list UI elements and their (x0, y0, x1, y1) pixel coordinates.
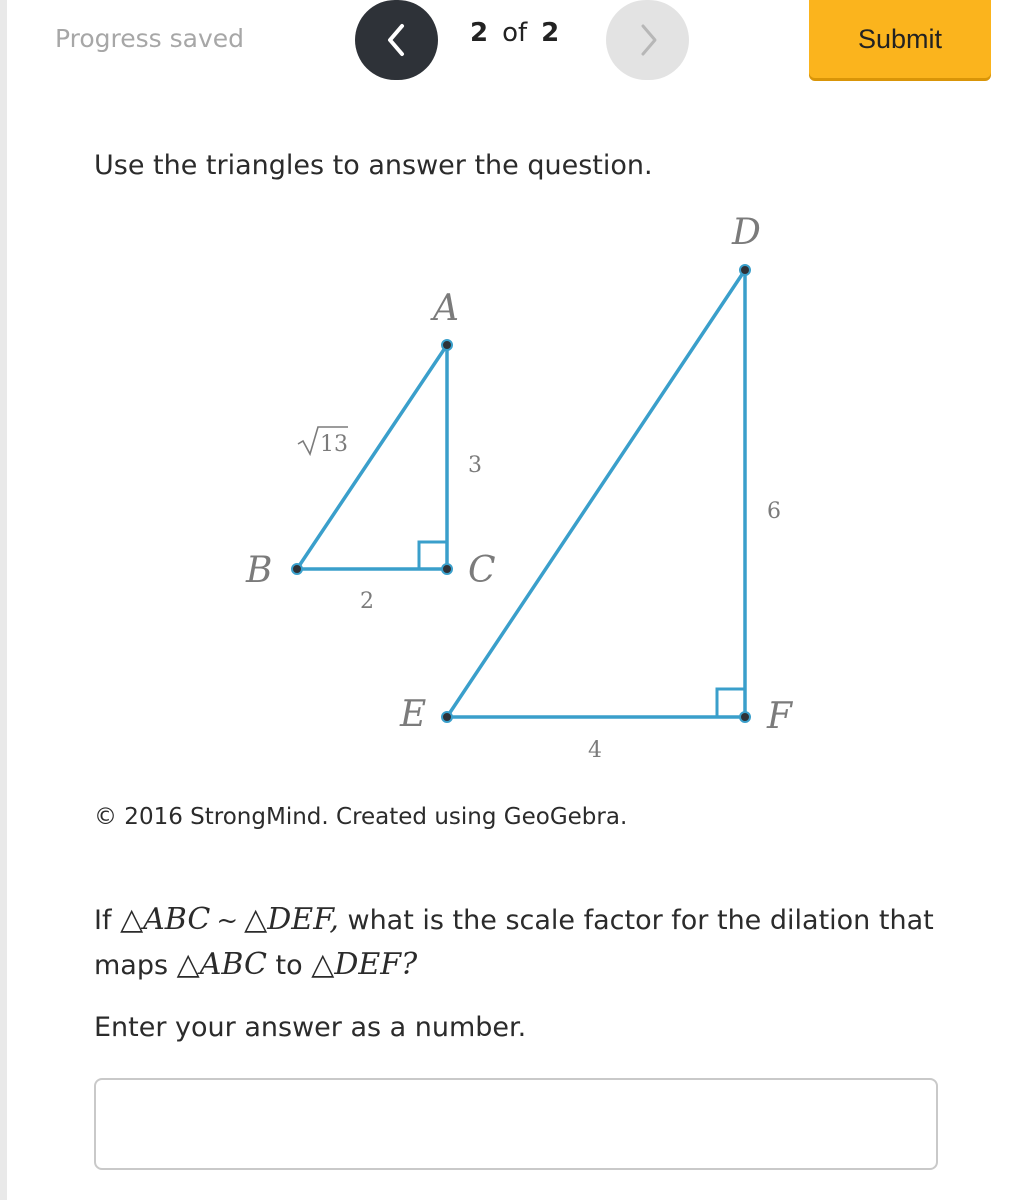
triangle-abc (245, 288, 496, 614)
label-f: F (767, 696, 792, 737)
triangles-figure (0, 200, 1024, 780)
point-d (740, 265, 750, 275)
question-to: to (266, 950, 312, 981)
math-tri-def-2: DEF (334, 947, 402, 982)
next-button[interactable] (606, 0, 689, 80)
answer-input[interactable] (94, 1078, 938, 1170)
triangle-symbol: △ (176, 947, 200, 982)
figure-credit: © 2016 StrongMind. Created using GeoGebra. (94, 804, 628, 830)
length-df: 6 (767, 499, 781, 524)
pager-current: 2 (470, 18, 489, 48)
point-c (442, 564, 452, 574)
math-tri-abc: ABC (143, 902, 211, 937)
length-ab-radicand: 13 (320, 432, 348, 457)
math-tri-abc-2: ABC (199, 947, 267, 982)
point-a (442, 340, 452, 350)
math-source-triangle (177, 947, 267, 982)
label-d: D (732, 212, 761, 253)
previous-button[interactable] (355, 0, 438, 80)
similar-symbol: ~ (216, 906, 239, 936)
label-a: A (433, 288, 459, 329)
math-similarity (120, 902, 339, 937)
chevron-left-icon (382, 20, 412, 60)
label-c: C (468, 550, 496, 591)
question-if: If (94, 905, 112, 936)
question-text (94, 898, 964, 987)
label-e: E (400, 694, 427, 735)
math-question-mark: ? (401, 947, 418, 982)
pager-of: of (502, 18, 528, 48)
question-instruction: Use the triangles to answer the question. (94, 150, 653, 181)
length-bc: 2 (360, 589, 374, 614)
submit-button[interactable]: Submit (809, 0, 991, 78)
progress-status: Progress saved (55, 24, 245, 53)
math-target-triangle (311, 947, 417, 982)
math-comma: , (329, 902, 339, 937)
length-ef: 4 (588, 738, 602, 763)
point-e (442, 712, 452, 722)
question-pager (470, 18, 559, 48)
point-f (740, 712, 750, 722)
point-b (292, 564, 302, 574)
pager-total: 2 (541, 18, 560, 48)
triangle-symbol: △ (120, 902, 144, 937)
math-tri-def: DEF (267, 902, 330, 937)
triangle-symbol: △ (244, 902, 268, 937)
length-ab (298, 427, 348, 457)
label-b: B (246, 550, 273, 591)
answer-prompt: Enter your answer as a number. (94, 1012, 527, 1043)
chevron-right-icon (633, 20, 663, 60)
question-middle: what is the scale factor for the dilation that maps (94, 905, 934, 981)
triangle-symbol: △ (311, 947, 335, 982)
length-ac: 3 (468, 453, 482, 478)
